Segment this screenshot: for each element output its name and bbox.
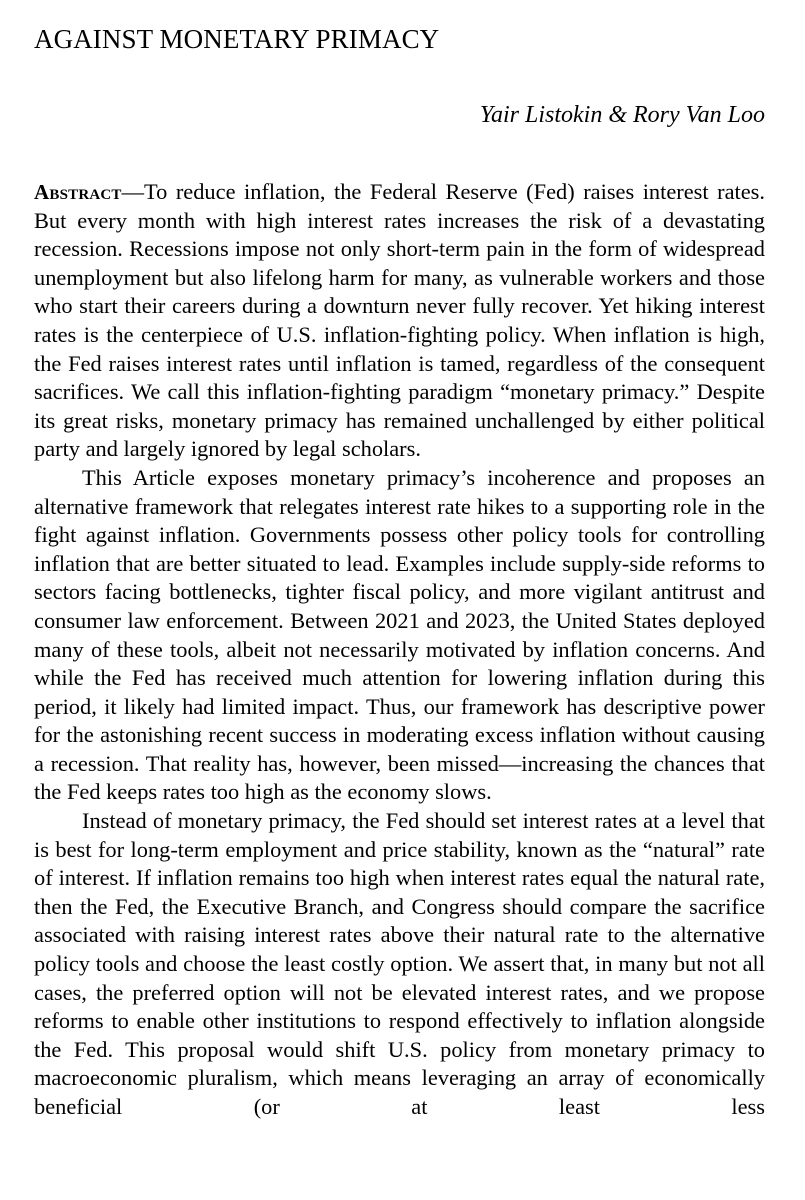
abstract-section — [34, 178, 765, 1122]
abstract-paragraph-1-text: To reduce inflation, the Federal Reserve (Fed) raises interest rates. But every month with high interest rates increases the risk of a devastating recession. Recessions impose not only short-term pain in the form of widespread unemployment but also lifelong harm for many, as vulnerable workers and those who start their careers during a downturn never fully recover. Yet hiking interest rates is the centerpiece of U.S. inflation-fighting policy. When inflation is high, the Fed raises interest rates until inflation is tamed, regardless of the consequent sacrifices. We call this inflation-fighting paradigm “monetary primacy.” Despite its great risks, monetary primacy has remained unchallenged by either political party and largely ignored by legal scholars. — [34, 179, 765, 462]
abstract-paragraph-3: Instead of monetary primacy, the Fed should set interest rates at a level that is best for long-term employment and price stability, known as the “natural” rate of interest. If inflation remains too high when interest rates equal the natural rate, then the Fed, the Executive Branch, and Congress should compare the sacrifice associated with raising interest rates above their natural rate to the alternative policy tools and choose the least costly option. We assert that, in many but not all cases, the preferred option will not be elevated interest rates, and we propose reforms to enable other institutions to respond effectively to inflation alongside the Fed. This proposal would shift U.S. policy from monetary primacy to macroeconomic pluralism, which means leveraging an array of economically beneficial (or at least less — [34, 808, 765, 1119]
abstract-paragraph-1 — [34, 178, 765, 464]
abstract-paragraph-2: This Article exposes monetary primacy’s incoherence and proposes an alternative framework that relegates interest rate hikes to a supporting role in the fight against inflation. Governments possess other policy tools for controlling inflation that are better situated to lead. Examples include supply-side reforms to sectors facing bottlenecks, tighter fiscal policy, and more vigilant antitrust and consumer law enforcement. Between 2021 and 2023, the United States deployed many of these tools, albeit not necessarily motivated by inflation concerns. And while the Fed has received much attention for lowering inflation during this period, it likely had limited impact. Thus, our framework has descriptive power for the astonishing recent success in moderating excess inflation without causing a recession. That reality has, however, been missed—increasing the chances that the Fed keeps rates too high as the economy slows. — [34, 464, 765, 805]
abstract-dash: — — [121, 179, 145, 204]
article-title: AGAINST MONETARY PRIMACY — [34, 24, 440, 54]
abstract-label: Abstract — [34, 180, 122, 204]
article-authors: Yair Listokin & Rory Van Loo — [479, 102, 765, 128]
